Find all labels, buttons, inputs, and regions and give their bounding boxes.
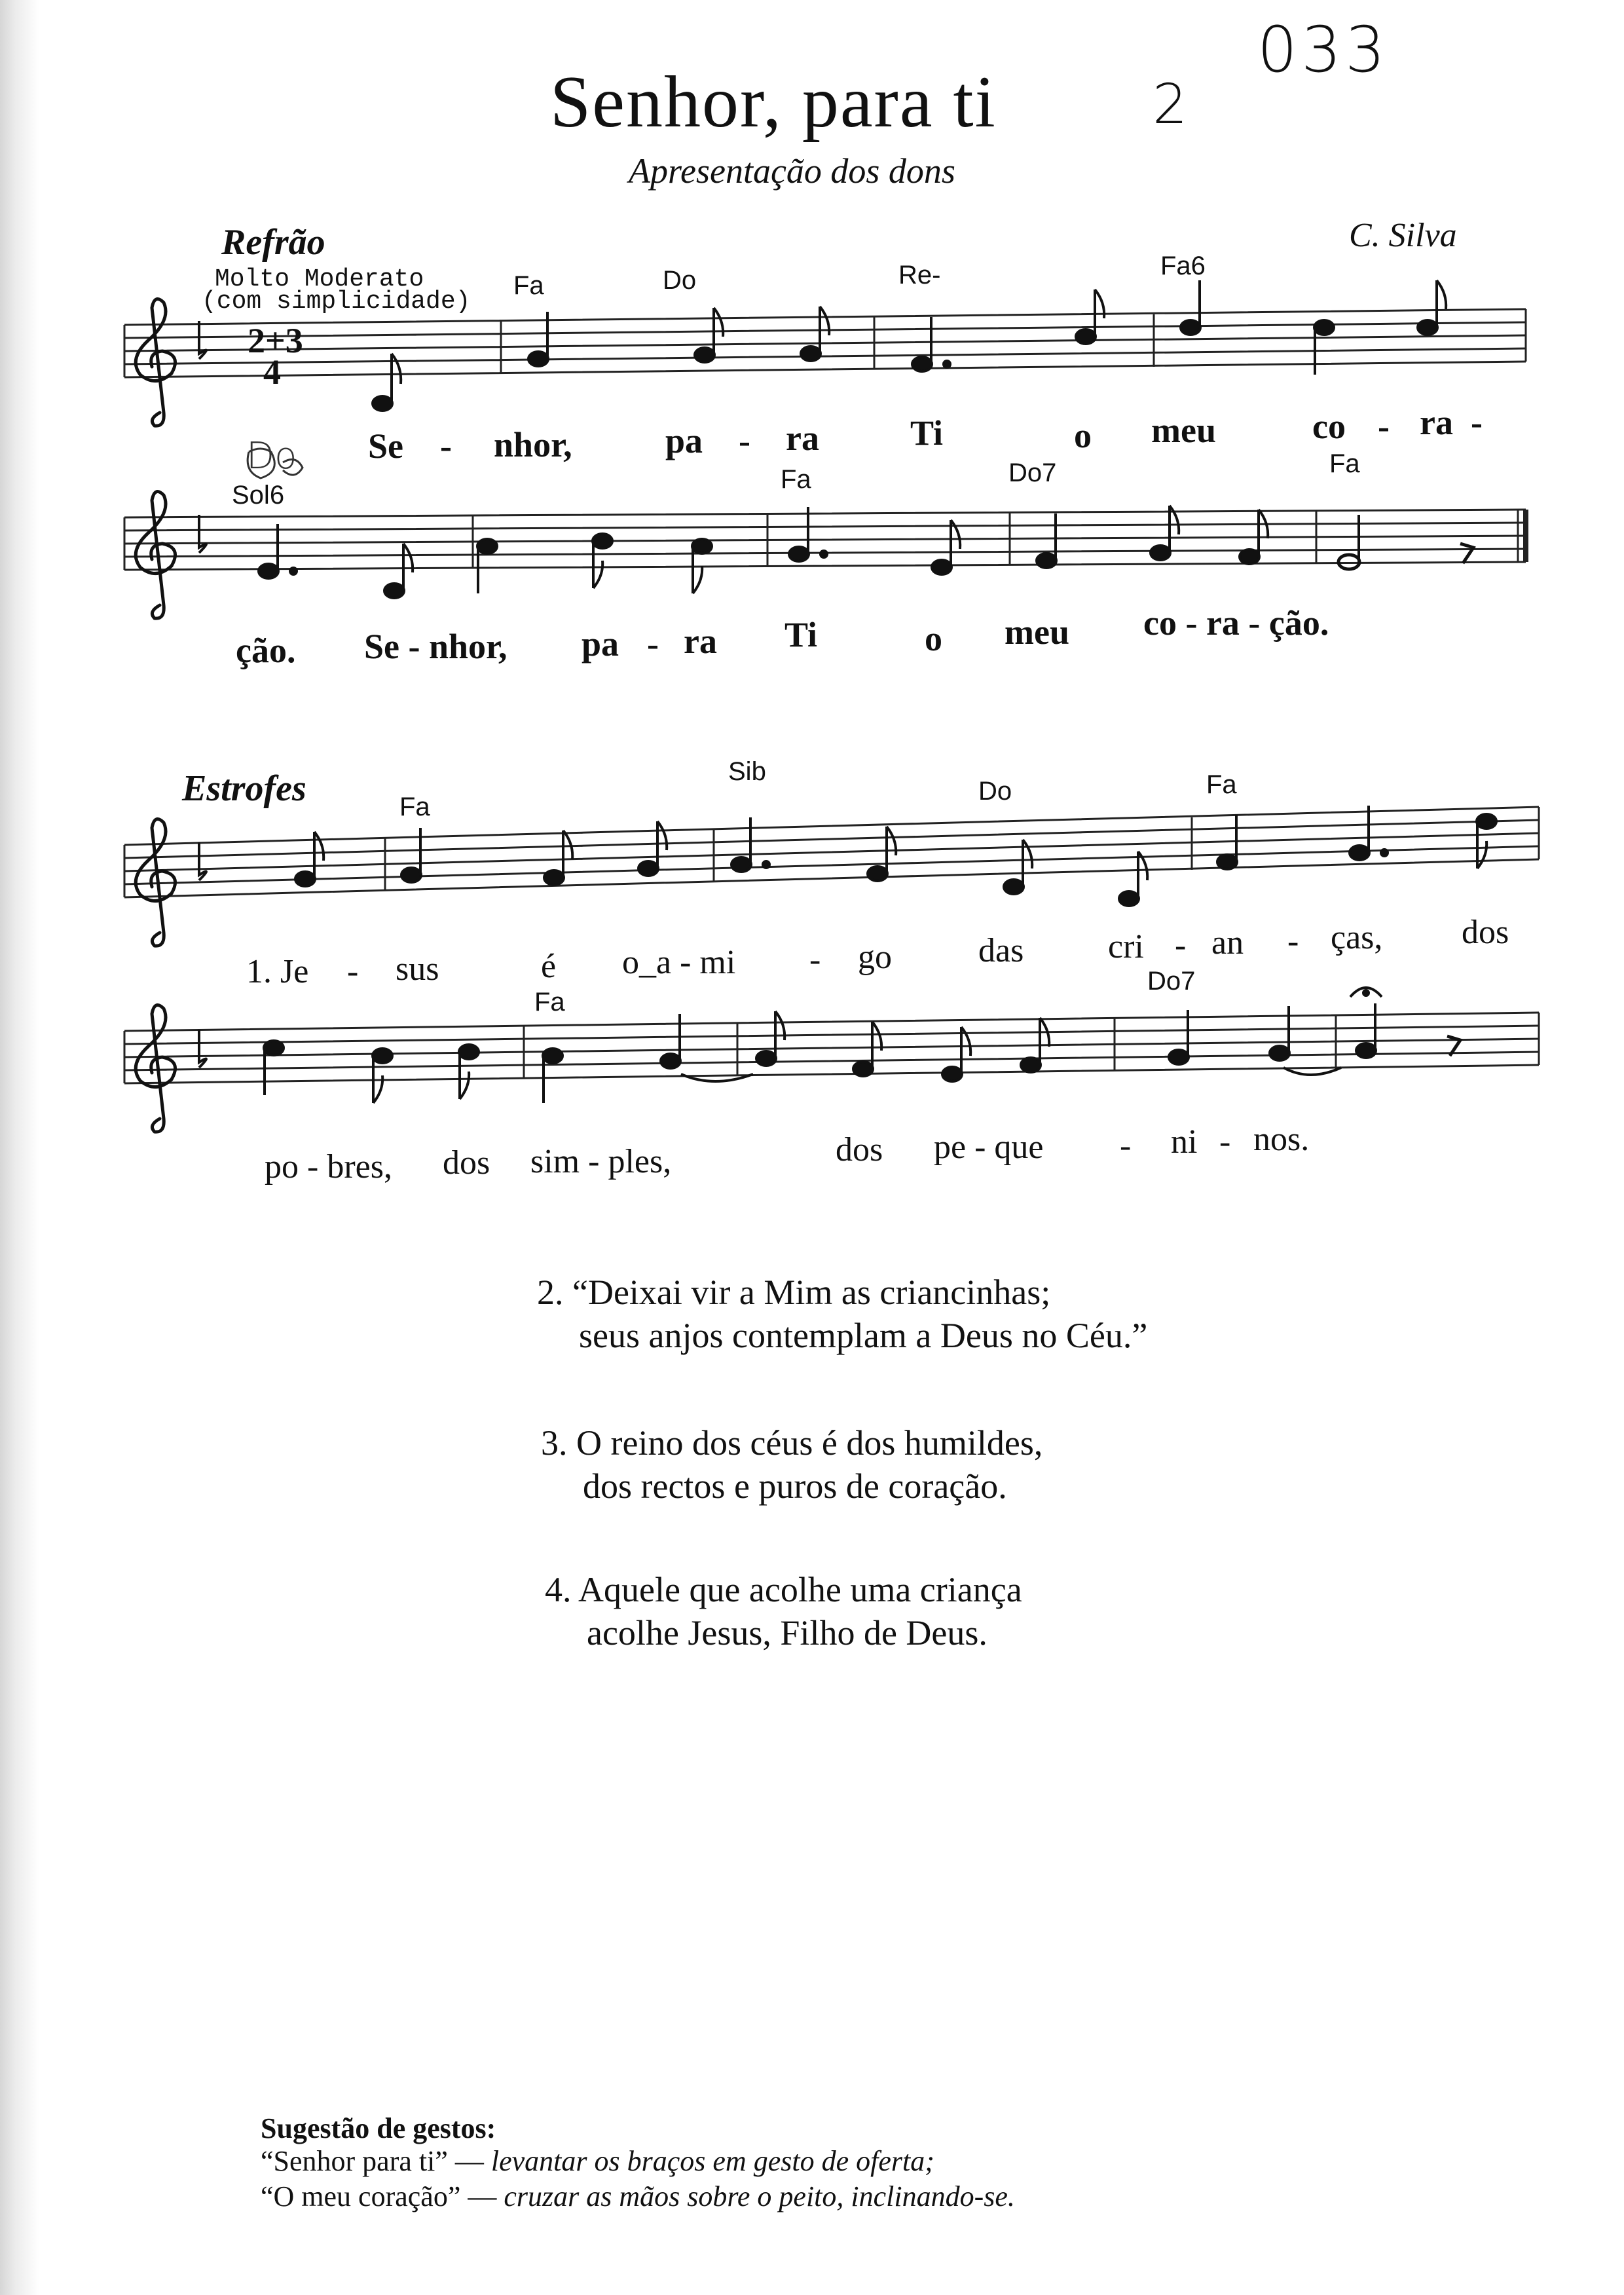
tempo-marking-sub: (com simplicidade) [202, 288, 471, 316]
composer: C. Silva [1349, 217, 1457, 254]
verse-4-line-1: 4. Aquele que acolhe uma criança [545, 1570, 1022, 1609]
chord: Fa [1206, 770, 1237, 799]
gesture-dash: — [454, 2145, 484, 2177]
notes-staff-3 [295, 806, 1496, 906]
chord: Fa [1329, 449, 1360, 478]
lyric: Ti [910, 413, 944, 453]
lyric: - [440, 426, 452, 466]
gesture-action: cruzar as mãos sobre o peito, inclinando-se. [504, 2180, 1015, 2212]
chord: Fa [534, 988, 565, 1017]
lyric: co - ra - ção. [1143, 603, 1329, 643]
lyric: - [1120, 1127, 1132, 1165]
staff-2 [124, 510, 1526, 570]
lyric: - [1471, 403, 1483, 442]
lyric: dos [1462, 914, 1509, 951]
handwritten-chord: Do [246, 435, 297, 477]
gesture-dash: — [468, 2180, 497, 2212]
lyric: - [1287, 923, 1299, 960]
chord: Fa [399, 793, 430, 821]
lyric: - [647, 624, 659, 663]
lyric: Ti [784, 615, 818, 654]
tempo-marking: Molto Moderato [215, 265, 424, 293]
song-subtitle: Apresentação dos dons [629, 151, 955, 191]
handwritten-mark: 2 [1153, 72, 1188, 136]
chord: Re- [898, 261, 941, 289]
gestures-title: Sugestão de gestos: [261, 2112, 496, 2144]
chord: Fa6 [1160, 252, 1206, 280]
lyric: Se - nhor, [364, 627, 507, 666]
lyric: - [1378, 407, 1390, 446]
verse-2-line-1: 2. “Deixai vir a Mim as criancinhas; [537, 1273, 1051, 1312]
lyric: ças, [1331, 919, 1383, 956]
staff-3 [124, 807, 1539, 897]
lyric: o [925, 619, 942, 658]
chord: Do7 [1147, 967, 1196, 996]
lyric: ra [1420, 403, 1453, 442]
lyric: é [541, 948, 557, 985]
verse-2-line-2: seus anjos contemplam a Deus no Céu.” [579, 1316, 1148, 1355]
chord: Do [663, 266, 697, 295]
handwritten-page-number: 033 [1257, 13, 1390, 86]
song-title: Senhor, para ti [550, 62, 997, 143]
lyric: ção. [236, 631, 296, 670]
lyric: co [1312, 407, 1346, 446]
lyric: pa [581, 624, 619, 663]
chord: Sol6 [232, 481, 285, 510]
lyric: nhor, [494, 425, 572, 464]
time-signature-top: 2+3 [248, 321, 303, 360]
verse-3-line-1: 3. O reino dos céus é dos humildes, [541, 1423, 1043, 1463]
gesture-phrase: “O meu coração” [261, 2180, 461, 2212]
notes-staff-4 [264, 988, 1460, 1103]
lyric: 1. Je [246, 953, 309, 990]
gesture-action: levantar os braços em gesto de oferta; [490, 2145, 934, 2177]
lyric: o_a - mi [622, 944, 736, 981]
lyric: - [809, 941, 821, 979]
lyric: - [1219, 1123, 1231, 1161]
lyric: meu [1151, 411, 1216, 450]
lyric: ni [1171, 1123, 1198, 1161]
lyric: cri [1108, 928, 1144, 965]
lyric: - [739, 421, 750, 460]
lyric: dos [836, 1131, 883, 1168]
lyric: meu [1005, 612, 1069, 652]
verse-4-line-2: acolhe Jesus, Filho de Deus. [587, 1613, 987, 1652]
chord: Fa [513, 271, 544, 300]
time-signature-bottom: 4 [263, 352, 281, 392]
lyric: an [1211, 924, 1244, 961]
verses-label: Estrofes [182, 768, 306, 809]
lyric: ra [786, 419, 819, 458]
gesture-item-1 [261, 2144, 934, 2178]
chord: Do [978, 777, 1012, 806]
lyric: pe - que [934, 1129, 1044, 1166]
refrain-label: Refrão [221, 222, 325, 263]
lyric: - [347, 953, 359, 990]
lyric: sus [396, 950, 439, 988]
lyric: dos [443, 1144, 490, 1182]
lyric: po - bres, [265, 1148, 392, 1185]
chord: Do7 [1008, 458, 1057, 487]
lyric: nos. [1253, 1121, 1310, 1158]
lyric: pa [665, 421, 703, 460]
gesture-item-2 [261, 2180, 1015, 2213]
lyric: - [1175, 927, 1187, 964]
lyric: Se [368, 426, 403, 466]
gesture-phrase: “Senhor para ti” [261, 2145, 448, 2177]
lyric: das [978, 932, 1024, 969]
chord: Sib [728, 757, 766, 786]
lyric: o [1074, 416, 1092, 455]
lyric: sim - ples, [530, 1143, 672, 1180]
verse-3-line-2: dos rectos e puros de coração. [583, 1466, 1007, 1506]
chord: Fa [781, 465, 811, 494]
lyric: go [858, 939, 892, 976]
lyric: ra [684, 622, 717, 661]
